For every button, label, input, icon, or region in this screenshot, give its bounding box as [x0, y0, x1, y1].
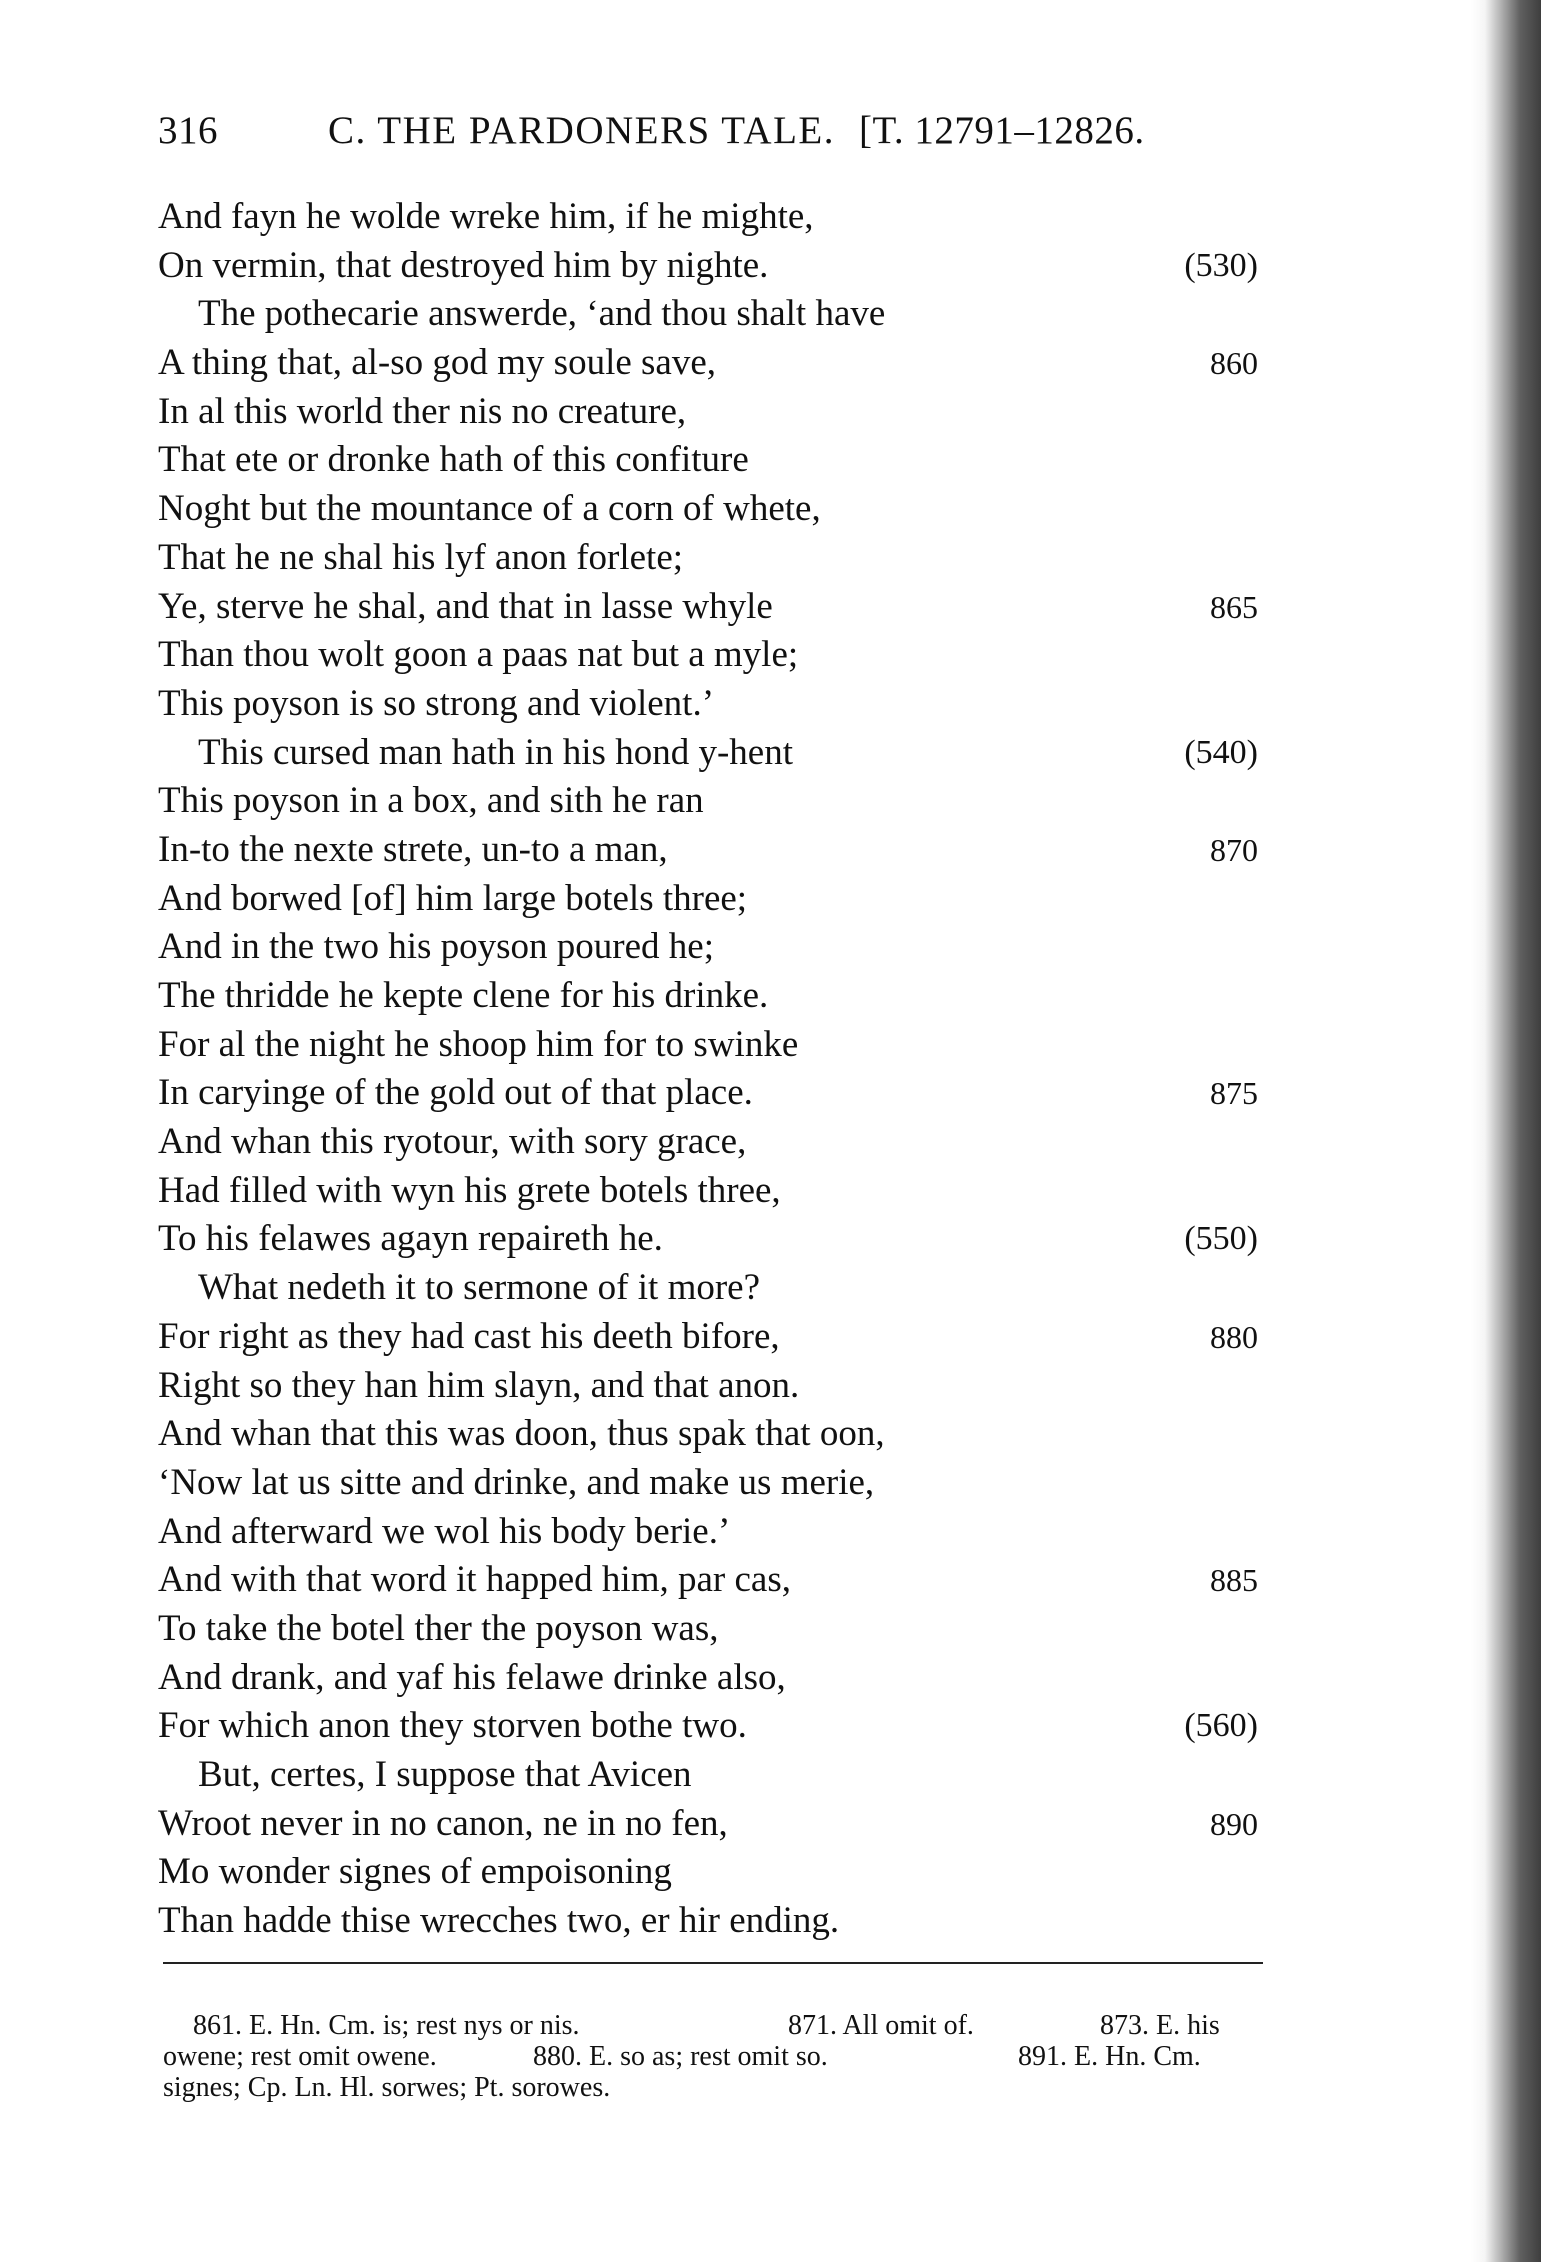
scan-binding-edge [1471, 0, 1541, 2262]
line-number: (550) [1184, 1220, 1258, 1258]
verse-line: For al the night he shoop him for to swinke [158, 1023, 799, 1065]
verse-line: For which anon they storven bothe two. (560) [158, 1702, 1258, 1751]
page-header [158, 108, 1258, 153]
verse-line: And whan that this was doon, thus spak that oon, [158, 1413, 885, 1455]
footnote-text: owene; rest omit owene. [163, 2041, 437, 2072]
verse-line: And borwed [of] him large botels three; [158, 877, 748, 919]
verse-line: This poyson in a box, and sith he ran [158, 780, 704, 822]
footnote-text: 861. E. Hn. Cm. is; rest nys or nis. [193, 2010, 580, 2041]
poem-text [158, 193, 1258, 1946]
verse-line: The pothecarie answerde, ‘and thou shalt have [198, 293, 886, 335]
line-number: 875 [1210, 1075, 1258, 1112]
line-number: 865 [1210, 588, 1258, 625]
footnote-text: 873. E. his [1100, 2010, 1220, 2041]
verse-line: To his felawes agayn repaireth he. (550) [158, 1215, 1258, 1264]
page-title: C. THE PARDONERS TALE. [328, 109, 835, 152]
verse-line: The thridde he kepte clene for his drinke. [158, 975, 769, 1016]
verse-line: And drank, and yaf his felawe drinke also, [158, 1656, 786, 1698]
footnote-text: 871. All omit of. [788, 2010, 974, 2041]
line-number: 890 [1210, 1805, 1258, 1842]
footnote-line [163, 2072, 1263, 2103]
verse-line: Than hadde thise wrecches two, er hir ending. [158, 1900, 840, 1942]
verse-line: Had filled with wyn his grete botels three, [158, 1169, 781, 1211]
line-number: 860 [1210, 345, 1258, 382]
verse-line: In caryinge of the gold out of that place. 875 [158, 1069, 1258, 1118]
verse-line: Noght but the mountance of a corn of whete, [158, 488, 821, 530]
verse-line: Right so they han him slayn, and that anon. [158, 1364, 800, 1406]
verse-line: Than thou wolt goon a paas nat but a myle; [158, 634, 799, 676]
line-number: (540) [1184, 733, 1258, 771]
verse-line: In-to the nexte strete, un-to a man, 870 [158, 826, 1258, 875]
verse-line: ‘Now lat us sitte and drinke, and make us merie, [158, 1461, 875, 1503]
page-number: 316 [158, 109, 218, 152]
verse-line: To take the botel ther the poyson was, [158, 1607, 719, 1649]
verse-line: Mo wonder signes of empoisoning [158, 1851, 672, 1893]
footnote-divider [163, 1962, 1263, 1964]
footnote-text: signes; Cp. Ln. Hl. sorwes; Pt. sorowes. [163, 2072, 611, 2103]
verse-line: This cursed man hath in his hond y-hent (540) [158, 729, 1258, 778]
line-number: 885 [1210, 1562, 1258, 1599]
footnote-line [163, 2041, 1263, 2072]
verse-line: And with that word it happed him, par cas, 885 [158, 1556, 1258, 1605]
verse-line: In al this world ther nis no creature, [158, 390, 687, 432]
verse-line: That ete or dronke hath of this confiture [158, 439, 749, 481]
verse-line: Wroot never in no canon, ne in no fen, 890 [158, 1800, 1258, 1849]
verse-line: This poyson is so strong and violent.’ [158, 682, 715, 724]
line-number: (560) [1184, 1707, 1258, 1745]
verse-line: And whan this ryotour, with sory grace, [158, 1121, 747, 1163]
line-number: (530) [1184, 246, 1258, 284]
line-range: [T. 12791–12826. [858, 109, 1145, 152]
footnote-text: 880. E. so as; rest omit so. [533, 2041, 828, 2072]
footnote-text: 891. E. Hn. Cm. [1018, 2041, 1201, 2072]
verse-line: Ye, sterve he shal, and that in lasse whyle 865 [158, 583, 1258, 632]
verse-line: On vermin, that destroyed him by nighte. (530) [158, 242, 1258, 291]
verse-line: And fayn he wolde wreke him, if he mighte, [158, 196, 814, 237]
verse-line: That he ne shal his lyf anon forlete; [158, 536, 684, 578]
line-number: 880 [1210, 1318, 1258, 1355]
footnotes [163, 2010, 1263, 2103]
verse-line: For right as they had cast his deeth bifore, 880 [158, 1313, 1258, 1362]
verse-line: And in the two his poyson poured he; [158, 926, 714, 968]
verse-line: But, certes, I suppose that Avicen [198, 1754, 692, 1795]
verse-line: And afterward we wol his body berie.’ [158, 1510, 731, 1552]
line-number: 870 [1210, 831, 1258, 868]
footnote-line [163, 2010, 1263, 2041]
verse-line: A thing that, al-so god my soule save, 860 [158, 339, 1258, 388]
verse-line: What nedeth it to sermone of it more? [198, 1267, 761, 1309]
